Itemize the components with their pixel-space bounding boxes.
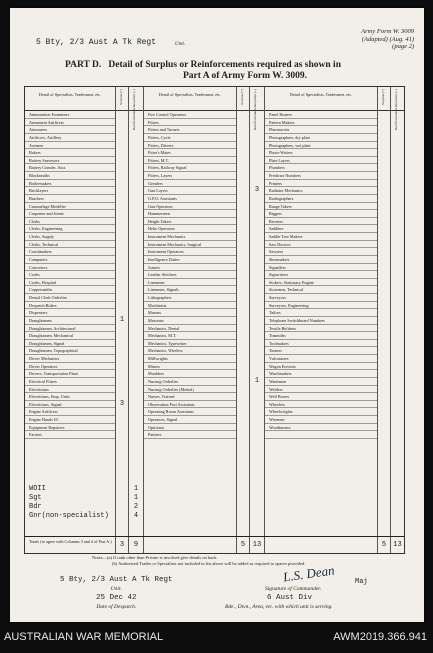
form-title (65, 60, 341, 82)
table-row: Wagon Erectors (265, 363, 377, 371)
table-row: Farriers (25, 431, 115, 439)
col1-surplus-header: Surplus (+) (119, 89, 123, 105)
table-row: Fitters, Drivers (144, 142, 236, 150)
form-ref-line3: (page 2) (392, 43, 414, 50)
table-row: Wiremen (265, 416, 377, 424)
table-row: Predictor Numbers (265, 172, 377, 180)
table-row: Signwriters (265, 271, 377, 279)
table-row: Vulcanisers (265, 355, 377, 363)
table-row: Draughtsmen, Architectural (25, 325, 115, 333)
table-row: Mechanics, M.T. (144, 332, 236, 340)
title-part: PART D. (65, 60, 102, 70)
table-row: Operating Room Assistants (144, 408, 236, 416)
col3-reinf (391, 87, 404, 553)
table-row: Drivers, Transportation Plant (25, 370, 115, 378)
table-row: Butchers (25, 195, 115, 203)
table-row: Clerks, Supply (25, 233, 115, 241)
table-row: Surveyors, Engineering (265, 302, 377, 310)
table-row: Machinists (144, 302, 236, 310)
col2-surplus (237, 87, 250, 553)
table-row: Bakers (25, 149, 115, 157)
total-c3-reinf: 13 (393, 541, 402, 549)
col1-rows (25, 111, 115, 439)
table-row: Wheelers (265, 401, 377, 409)
col3-reinf-header: Reinforcements Required (–) (394, 89, 398, 130)
table-row: Stokers, Stationary Engine (265, 279, 377, 287)
table-row: Bricklayers (25, 187, 115, 195)
table-row: Toolmakers (265, 340, 377, 348)
table-row: Wheelwrights (265, 408, 377, 416)
extra-count-1: 1 (133, 485, 139, 493)
table-row: Fitters (144, 119, 236, 127)
table-row: Masseurs (144, 317, 236, 325)
col1-detail (25, 87, 116, 553)
table-row: Millwrights (144, 355, 236, 363)
table-row: Shoemakers (265, 256, 377, 264)
table-row: Mechanics, Dental (144, 325, 236, 333)
table-row: Instrument Operators (144, 248, 236, 256)
extra-rank-3: Bdr (29, 503, 42, 511)
table-row: Painters (144, 431, 236, 439)
total-c1-reinf: 9 (133, 541, 139, 549)
table-row: Linesmen (144, 279, 236, 287)
table-row: Helio Operators (144, 225, 236, 233)
table-row: Fitters and Turners (144, 126, 236, 134)
table-row: Saddle Tree Makers (265, 233, 377, 241)
signature-label: Signature of Commander. (265, 586, 322, 592)
table-row: Turners (265, 347, 377, 355)
table-row: Lithographers (144, 294, 236, 302)
extra-rank-1: WOII (29, 485, 46, 493)
table-row: Concretors (25, 264, 115, 272)
table-row: Woodturners (265, 424, 377, 432)
table-row: Electricians, Signal (25, 401, 115, 409)
table-row: Driver Mechanics (25, 355, 115, 363)
totals-label: Totals (to agree with Columns 3 and 4 of Part A.) (29, 539, 112, 544)
col3-surplus-header: Surplus (+) (381, 89, 385, 105)
table-row: Plumbers (265, 164, 377, 172)
footer-right (225, 576, 333, 612)
gun-layers-reinf-count: 3 (254, 186, 260, 194)
table-row: Grinders (144, 180, 236, 188)
col3-rows (265, 111, 377, 439)
col2-surplus-header: Surplus (+) (240, 89, 244, 105)
extra-rank-2: Sgt (29, 494, 42, 502)
table-row: Nursing Orderlies (Mental) (144, 386, 236, 394)
footer-unit-typed: 5 Bty, 2/3 Aust A Tk Regt (60, 576, 173, 584)
table-row: Textile Refitters (265, 325, 377, 333)
table-row: Leather Stitchers (144, 271, 236, 279)
table-row: Opticians (144, 424, 236, 432)
title-text2: Part A of Army Form W. 3009. (183, 71, 308, 81)
footer-date-label: Date of Despatch. (96, 604, 137, 610)
commander-signature: L.S. Dean (282, 562, 336, 585)
col2-reinf-header: Reinforcements Required (–) (253, 89, 257, 130)
col3-header: Detail of Specialists, Tradesmen, etc. (265, 87, 377, 111)
table-row: Operators, Signal (144, 416, 236, 424)
table-row: Fitter's Mates (144, 149, 236, 157)
table-row: Linesmen, Signals (144, 286, 236, 294)
table-row: Saddlers (265, 225, 377, 233)
table-row: Storemen, Technical (265, 286, 377, 294)
col1-reinf (129, 87, 144, 553)
note-b: (b) Authorised Trades or Specialists not included in list above will be added as required to spaces provided. (112, 561, 306, 566)
watermark-right: AWM2019.366.941 (333, 631, 427, 643)
table-row: Watermen (265, 378, 377, 386)
table-row: G.P.O. Assistants (144, 195, 236, 203)
table-row: Coppersmiths (25, 286, 115, 294)
table-row: Mechanics, Wireless (144, 347, 236, 355)
table-row: Dental Clerk Orderlies (25, 294, 115, 302)
table-row: Clerks, Engineering (25, 225, 115, 233)
title-text1: Detail of Surplus or Reinforcements required as shown in (108, 60, 341, 70)
table-row: Surveyors (265, 294, 377, 302)
table-row: Gun Layers (144, 187, 236, 195)
table-row: Pharmacists (265, 126, 377, 134)
extra-count-3: 2 (133, 503, 139, 511)
note-a: Notes—(a) If rank other than Private is involved give details on back. (92, 555, 218, 560)
driver-mechanics-surplus-count: 3 (119, 400, 125, 408)
table-row: Engine Hands I/C (25, 416, 115, 424)
table-row: Pattern Makers (265, 119, 377, 127)
form-ref-line1: Army Form W. 3009 (361, 28, 414, 35)
total-c2-surplus: 5 (240, 541, 246, 549)
table-row: Nurses, Trained (144, 393, 236, 401)
bde-label: Bde., Divn., Area, etc. with which unit is serving. (225, 604, 333, 610)
table-row: Fitters, Railway Signal (144, 164, 236, 172)
table-row: Electricians, Emp. Units (25, 393, 115, 401)
table-row: Armament Artificers (25, 119, 115, 127)
table-row: Armourers (25, 126, 115, 134)
table-row: Signallers (265, 264, 377, 272)
col2-detail (144, 87, 237, 553)
table-row: Fitters, M.T. (144, 157, 236, 165)
col1-header: Detail of Specialists, Tradesmen, etc. (25, 87, 115, 111)
table-row: Sawyers (265, 248, 377, 256)
table-row: Electrical Fitters (25, 378, 115, 386)
cooks-surplus-count: 1 (119, 316, 125, 324)
table-row: Photographers, dry plate (265, 134, 377, 142)
table-row: Tinsmiths (265, 332, 377, 340)
table-row: Range Takers (265, 203, 377, 211)
table-row: Computers (25, 256, 115, 264)
table-row: Saw Doctors (265, 241, 377, 249)
table-row: Telephone Switchboard Numbers (265, 317, 377, 325)
table-row: Well Borers (265, 393, 377, 401)
table-row: Cooks, Hospital (25, 279, 115, 287)
table-row: Battery Comdrs. Asst. (25, 164, 115, 172)
table-row: Despatch Riders (25, 302, 115, 310)
table-row: Cooks (25, 271, 115, 279)
watermark-left: AUSTRALIAN WAR MEMORIAL (4, 631, 164, 643)
table-row: Radiographers (265, 195, 377, 203)
table-row: Electricians (25, 386, 115, 394)
table-row: Clerks (25, 218, 115, 226)
table-row: Gun Operators (144, 203, 236, 211)
table-row: Battery Surveyors (25, 157, 115, 165)
footer-left (60, 576, 173, 612)
col3-surplus (378, 87, 391, 553)
form-ref-line2: (Adapted) (Aug. 41) (361, 35, 414, 43)
table-row: Mechanics, Typewriter (144, 340, 236, 348)
bde-typed: 6 Aust Div (267, 594, 313, 602)
table-row: Draughtsmen (25, 317, 115, 325)
form-reference (361, 28, 414, 51)
table-row: Camouflage Modeller (25, 203, 115, 211)
col2-header: Detail of Specialists, Tradesmen, etc. (144, 87, 236, 111)
extra-rank-4: Gnr(non-specialist) (29, 512, 109, 520)
table-row: Miners (144, 363, 236, 371)
table-row: Plate Layers (265, 157, 377, 165)
table-row: Clerks, Technical (25, 241, 115, 249)
table-row: Watchmakers (265, 370, 377, 378)
table-row: Artificers, Artillery (25, 134, 115, 142)
table-row: Engine Artificers (25, 408, 115, 416)
table-row: Axemen (25, 142, 115, 150)
table-row: Blacksmiths (25, 172, 115, 180)
col1-reinf-header: Reinforcements Required (–) (132, 89, 136, 130)
table-row: Panel Beaters (265, 111, 377, 119)
table-row: Photo-Writers (265, 149, 377, 157)
table-row: Driver Operators (25, 363, 115, 371)
specialists-table (24, 86, 405, 554)
table-row: Instrument Mechanics, Surgical (144, 241, 236, 249)
table-row: Fitters, Cycle (144, 134, 236, 142)
table-row: Masons (144, 309, 236, 317)
footer-date-typed: 25 Dec 42 (96, 594, 137, 602)
table-row: Photographers, wet plate (265, 142, 377, 150)
total-c1-surplus: 3 (119, 541, 125, 549)
commander-rank: Maj (355, 578, 368, 586)
table-row: Draughtsmen, Mechanical (25, 332, 115, 340)
footer-unit-label: Unit. (110, 586, 122, 592)
col2-rows (144, 111, 236, 439)
notes (52, 555, 305, 567)
extra-count-2: 1 (133, 494, 139, 502)
table-row: Dispensers (25, 309, 115, 317)
table-row: Radiator Mechanics (265, 187, 377, 195)
table-row: Riveters (265, 218, 377, 226)
extra-count-4: 4 (133, 512, 139, 520)
table-row: Boilermakers (25, 180, 115, 188)
table-row: Equipment Repairers (25, 424, 115, 432)
totals-row (25, 536, 404, 553)
table-row: Draughtsmen, Signal (25, 340, 115, 348)
total-c3-surplus: 5 (381, 541, 387, 549)
table-row: Printers (265, 180, 377, 188)
table-row: Nursing Orderlies (144, 378, 236, 386)
total-c2-reinf: 13 (252, 541, 262, 549)
table-row: Hammermen (144, 210, 236, 218)
table-row: Fire Control Operators (144, 111, 236, 119)
unit-label: Unit. (175, 42, 186, 47)
table-row: Welders (265, 386, 377, 394)
table-row (265, 431, 377, 439)
table-row: Tailors (265, 309, 377, 317)
col3-detail (265, 87, 378, 553)
table-row: Carpenter and Joiner (25, 210, 115, 218)
col2-reinf (250, 87, 265, 553)
table-row: Joiners (144, 264, 236, 272)
table-row: Fitters, Layers (144, 172, 236, 180)
table-row: Riggers (265, 210, 377, 218)
table-row: Ammunition Examiners (25, 111, 115, 119)
table-row: Instrument Mechanics (144, 233, 236, 241)
table-row: Moulders (144, 370, 236, 378)
mechanics-mt-reinf-count: 1 (254, 377, 260, 385)
unit-typed: 5 Bty, 2/3 Aust A Tk Regt (36, 38, 157, 47)
table-row: Intelligence Duties (144, 256, 236, 264)
table-row: Draughtsmen, Topographical (25, 347, 115, 355)
table-row: Observation Post Assistants (144, 401, 236, 409)
table-row: Height Takers (144, 218, 236, 226)
table-row: Coachmakers (25, 248, 115, 256)
